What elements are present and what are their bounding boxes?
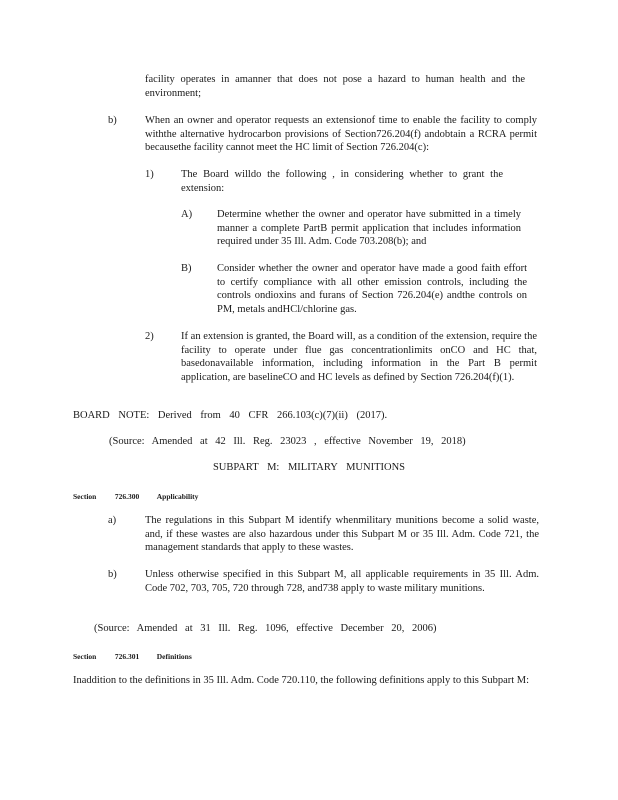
section-number: 726.301 xyxy=(114,652,140,661)
paragraph-B-label: B) xyxy=(181,263,192,274)
subpart-title: SUBPART M: MILITARY MUNITIONS xyxy=(212,462,406,473)
continued-paragraph: facility operates in amanner that does not pose a hazard to human health and the environment; xyxy=(145,74,525,99)
paragraph-A-text: Determine whether the owner and operator have submitted in a timely manner a complete PartB permit application that includes information required under 35 Ill. Adm. Code 703.208(b); and xyxy=(217,209,521,248)
paragraph-1-label: 1) xyxy=(145,169,154,180)
section-word: Section xyxy=(73,652,97,661)
section-300-a-text: The regulations in this Subpart M identify whenmilitary munitions become a solid waste, and, if these wastes are also hazardous under this Subpart M or 35 Ill. Adm. Code 721, the management standards that apply to these wastes. xyxy=(145,515,539,554)
paragraph-2-text: If an extension is granted, the Board will, as a condition of the extension, require the facility to operate under flue gas concentrationlimits onCO and HC that, basedonavailable information, including information in the Part B permit application, are baselineCO and HC levels as defined by Section 726.204(f)(1). xyxy=(181,331,537,383)
section-726-300-heading xyxy=(73,490,198,504)
board-note: BOARD NOTE: Derived from 40 CFR 266.103(c)(7)(ii) (2017). xyxy=(73,410,388,421)
paragraph-1-text: The Board willdo the following , in considering whether to grant the extension: xyxy=(181,169,503,194)
source-note-2: (Source: Amended at 31 Ill. Reg. 1096, effective December 20, 2006) xyxy=(94,623,437,634)
subsection-b-label: b) xyxy=(108,115,117,126)
paragraph-B-text: Consider whether the owner and operator have made a good faith effort to certify compliance with all other emission controls, including the controls ondioxins and furans of Section 726.204(e) andthe controls on PM, metals andHCl/chlorine gas. xyxy=(217,263,527,315)
section-title: Definitions xyxy=(156,652,192,661)
source-note-1: (Source: Amended at 42 Ill. Reg. 23023 , effective November 19, 2018) xyxy=(109,436,466,447)
section-300-a-label: a) xyxy=(108,515,117,526)
section-number: 726.300 xyxy=(114,492,140,501)
section-word: Section xyxy=(73,492,97,501)
section-726-301-heading xyxy=(73,650,192,664)
section-300-b-text: Unless otherwise specified in this Subpart M, all applicable requirements in 35 Ill. Adm. Code 702, 703, 705, 720 through 728, and738 apply to waste military munitions. xyxy=(145,569,539,594)
definitions-intro: Inaddition to the definitions in 35 Ill. Adm. Code 720.110, the following definitions apply to this Subpart M: xyxy=(73,675,530,686)
paragraph-A-label: A) xyxy=(181,209,193,220)
paragraph-2-label: 2) xyxy=(145,331,154,342)
section-title: Applicability xyxy=(156,492,199,501)
section-300-b-label: b) xyxy=(108,569,117,580)
subsection-b-text: When an owner and operator requests an extensionof time to enable the facility to comply withthe alternative hydrocarbon provisions of Section726.204(f) andobtain a RCRA permit becausethe facility cannot meet the HC limit of Section 726.204(c): xyxy=(145,115,537,154)
